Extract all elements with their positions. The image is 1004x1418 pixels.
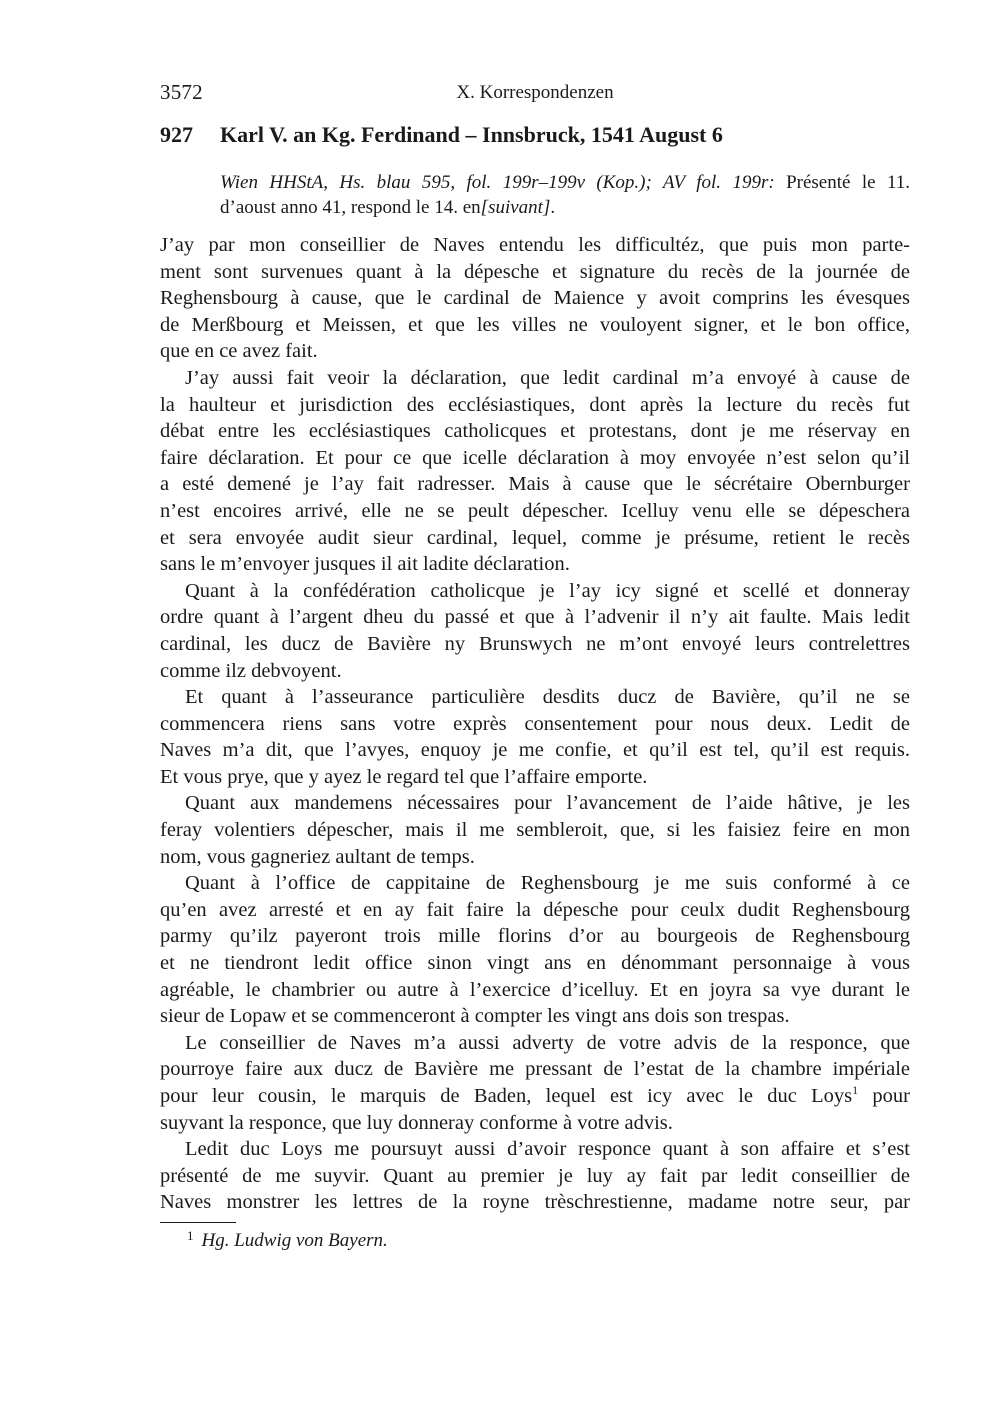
footnote-divider — [160, 1222, 236, 1223]
text-line: que en ce avez fait. — [160, 340, 318, 363]
text-line: feray volentiers dépescher, mais il me sembleroit, que, si les faisiez feire en mon — [160, 819, 910, 842]
text-line: J’ay par mon conseillier de Naves entendu les difficultéz, que puis mon parte- — [160, 234, 910, 256]
text-line: Quant à la confédération catholicque je l’ay icy signé et scellé et donneray — [185, 579, 910, 602]
text-line: de Merßbourg et Meissen, et que les villes ne vouloyent signer, et le bon office, — [160, 313, 910, 336]
source-citation: Wien HHStA, Hs. blau 595, fol. 199r–199v (Kop.); AV fol. 199r: — [220, 172, 775, 193]
entry-title: Karl V. an Kg. Ferdinand – Innsbruck, 1541 August 6 — [220, 122, 723, 147]
text-line: Reghensbourg à cause, que le cardinal de Maience y avoit comprins les évesques — [160, 287, 910, 310]
text-line: Et vous prye, que y ayez le regard tel que l’affaire emporte. — [160, 765, 648, 788]
text-line: Le conseillier de Naves m’a aussi adverty de votre advis de la responce, que — [185, 1031, 910, 1054]
text-line: cardinal, les ducz de Bavière ny Brunswych ne m’ont envoyé leurs contrelettres — [160, 632, 910, 655]
text-line: nom, vous gagneriez aultant de temps. — [160, 845, 475, 868]
text-line: Et quant à l’asseurance particulière desdits ducz de Bavière, qu’il ne se — [185, 686, 910, 709]
text-line: Ledit duc Loys me poursuyt aussi d’avoir responce quant à son affaire et s’est — [185, 1138, 910, 1161]
text-line: comme ilz debvoyent. — [160, 659, 342, 682]
letter-body — [160, 232, 910, 1216]
text-line: agréable, le chambrier ou autre à l’exercice d’icelluy. Et en joyra sa vye durant le — [160, 978, 910, 1001]
text-line: la haulteur et jurisdiction des ecclésiastiques, dont après la lecture du recès fut — [160, 393, 910, 416]
source-annotation: Présenté le 11. — [774, 172, 911, 193]
text-line: Quant à l’office de cappitaine de Reghensbourg je me suis conformé à ce — [185, 872, 910, 895]
text-line: commencera riens sans votre exprès consentement pour nous deux. Ledit de — [160, 712, 910, 735]
source-line — [220, 195, 910, 220]
source-note — [220, 170, 910, 220]
running-head — [160, 80, 910, 106]
source-line — [220, 170, 910, 195]
text-line: faire déclaration. Et pour ce que icelle déclaration à moy envoyée n’est selon qu’il — [160, 446, 910, 469]
text-segment: pour leur cousin, le marquis de Baden, lequel est icy avec le duc Loys — [160, 1085, 853, 1107]
text-line: pourroye faire aux ducz de Bavière me pressant de l’estat de la chambre impériale — [160, 1058, 910, 1081]
footnote-text: Hg. Ludwig von Bayern. — [201, 1230, 388, 1251]
text-segment: pour — [858, 1085, 911, 1107]
text-line: ordre quant à l’argent dheu du passé et que à l’advenir il n’y ait faulte. Mais ledit — [160, 606, 910, 629]
text-line: et sera envoyée audit sieur cardinal, lequel, comme je présume, retient le recès — [160, 526, 910, 549]
text-line: suyvant la responce, que luy donneray conforme à votre advis. — [160, 1111, 673, 1134]
text-line: J’ay aussi fait veoir la déclaration, que ledit cardinal m’a envoyé à cause de — [185, 366, 910, 389]
text-line: ment sont survenues quant à la dépesche et signature du recès de la journée de — [160, 260, 910, 283]
editorial-insertion: [suivant] — [480, 197, 551, 218]
text-line: Quant aux mandemens nécessaires pour l’avancement de l’aide hâtive, je les — [185, 792, 910, 815]
section-title: X. Korrespondenzen — [456, 82, 614, 103]
footnote — [187, 1228, 388, 1252]
text-line: n’est encoires arrivé, elle ne se peult dépescher. Icelluy venu elle se dépeschera — [160, 499, 910, 522]
source-annotation-cont: d’aoust anno 41, respond le 14. en — [220, 197, 481, 218]
source-period: . — [550, 197, 556, 218]
footnote-mark: 1 — [187, 1228, 194, 1243]
text-line: présenté de me suyvir. Quant au premier je luy ay fait par ledit conseillier de — [160, 1164, 910, 1187]
text-line: débat entre les ecclésiastiques catholicques et protestans, dont je me réservay en — [160, 420, 910, 443]
entry-number: 927 — [160, 122, 193, 147]
page-number: 3572 — [160, 80, 203, 104]
text-line: parmy qu’ilz payeront trois mille florins d’or au bourgeois de Reghensbourg — [160, 925, 910, 948]
text-line: sieur de Lopaw et se commenceront à compter les vingt ans dois son trespas. — [160, 1005, 790, 1028]
text-line: Naves m’a dit, que l’avyes, enquoy je me confie, et qu’il est tel, qu’il est requis. — [160, 739, 910, 762]
text-line: Naves monstrer les lettres de la royne trèschrestienne, madame notre seur, par — [160, 1191, 910, 1214]
text-line-with-footnote — [160, 1083, 910, 1110]
text-line: sans le m’envoyer jusques il ait ladite déclaration. — [160, 553, 570, 576]
footnote-reference[interactable]: 1 — [852, 1083, 859, 1097]
text-line: qu’en avez arresté et en ay fait faire la dépesche pour ceulx dudit Reghensbourg — [160, 898, 910, 921]
text-line: et ne tiendront ledit office sinon vingt ans en dénommant personnaige à vous — [160, 952, 910, 975]
text-line: a esté demené je l’ay fait radresser. Mais à cause que le sécrétaire Obernburger — [160, 473, 910, 496]
